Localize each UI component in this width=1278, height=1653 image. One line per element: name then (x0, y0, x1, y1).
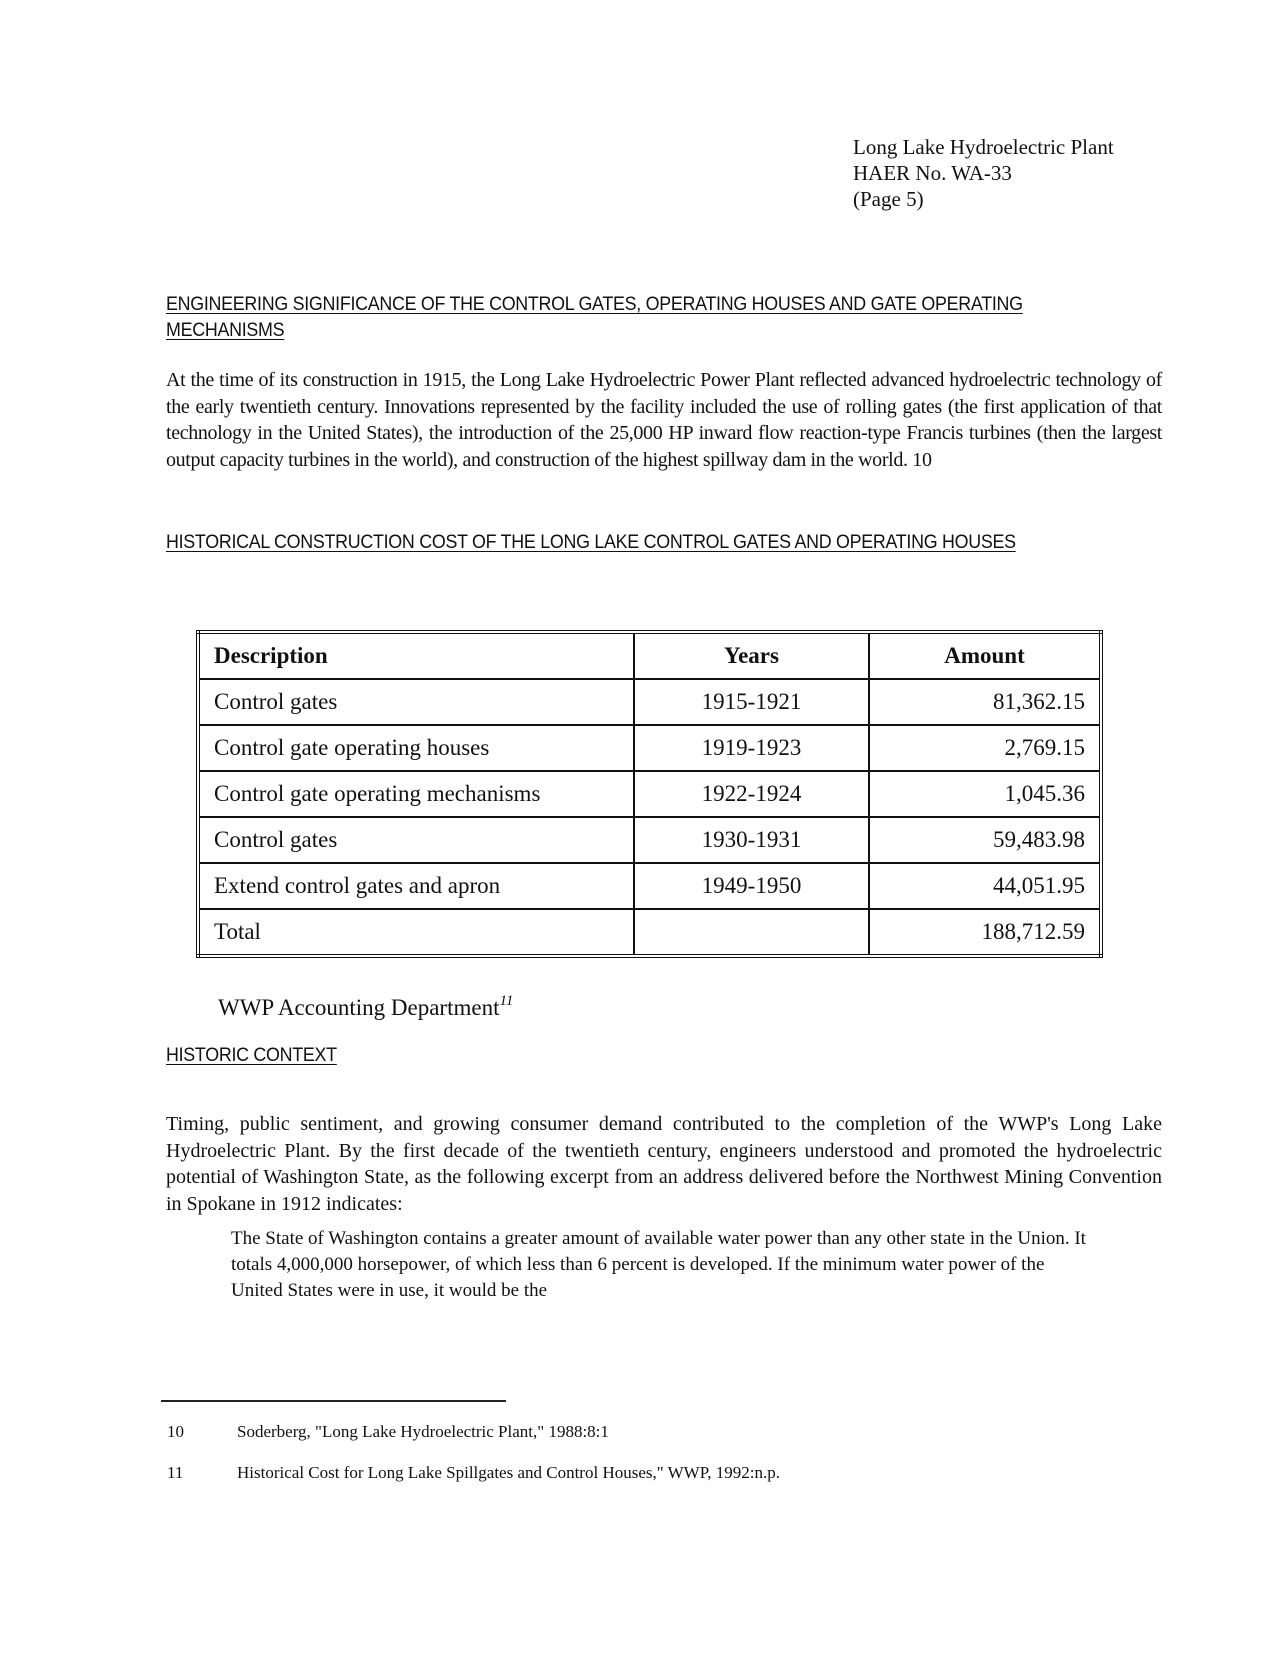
table-row (198, 771, 1101, 817)
footnote-number: 10 (167, 1422, 184, 1441)
engineering-significance-paragraph: At the time of its construction in 1915, the Long Lake Hydroelectric Power Plant reflected advanced hydroelectric technology of the early twentieth century. Innovations represented by the facility included the use of rolling gates (the first application of that technology in the United States), the introduction of the 25,000 HP inward flow reaction-type Francis turbines (then the largest output capacity turbines in the world), and construction of the highest spillway dam in the world. 10 (166, 369, 1162, 471)
cell-description: Control gate operating houses (198, 725, 634, 771)
column-header-years: Years (634, 632, 869, 679)
footnote-number: 11 (167, 1463, 184, 1482)
source-label: WWP Accounting Department (218, 995, 500, 1020)
block-quote: The State of Washington contains a greater amount of available water power than any other state in the Union. It totals 4,000,000 horsepower, of which less than 6 percent is developed. If the minimum water power of the United States were in use, it would be the (231, 1228, 1086, 1301)
footnote-10 (167, 1422, 609, 1442)
column-header-amount: Amount (869, 632, 1101, 679)
footnote-reference: 11 (499, 993, 514, 1009)
cell-description: Control gate operating mechanisms (198, 771, 634, 817)
cell-years (634, 909, 869, 956)
footnote-11 (167, 1463, 780, 1483)
construction-cost-heading: HISTORICAL CONSTRUCTION COST OF THE LONG LAKE CONTROL GATES AND OPERATING HOUSES (166, 532, 1016, 553)
engineering-significance-heading: ENGINEERING SIGNIFICANCE OF THE CONTROL GATES, OPERATING HOUSES AND GATE OPERATING MECHANISMS (166, 294, 1023, 341)
cell-description: Control gates (198, 679, 634, 725)
document-header (853, 134, 1114, 212)
cell-description: Control gates (198, 817, 634, 863)
cell-amount: 59,483.98 (869, 817, 1101, 863)
cell-amount: 81,362.15 (869, 679, 1101, 725)
table-row (198, 863, 1101, 909)
table-row (198, 725, 1101, 771)
cell-years: 1930-1931 (634, 817, 869, 863)
document-title: Long Lake Hydroelectric Plant (853, 135, 1114, 159)
page-number: (Page 5) (853, 187, 924, 211)
cell-total-label: Total (198, 909, 634, 956)
cell-years: 1949-1950 (634, 863, 869, 909)
table-row (198, 679, 1101, 725)
cell-amount: 44,051.95 (869, 863, 1101, 909)
table-total-row (198, 909, 1101, 956)
cell-amount: 1,045.36 (869, 771, 1101, 817)
column-header-description: Description (198, 632, 634, 679)
footnote-divider (161, 1400, 506, 1402)
cell-total-amount: 188,712.59 (869, 909, 1101, 956)
cell-description: Extend control gates and apron (198, 863, 634, 909)
construction-cost-table (196, 630, 1103, 958)
cell-years: 1915-1921 (634, 679, 869, 725)
footnote-text: Soderberg, "Long Lake Hydroelectric Plant," 1988:8:1 (237, 1422, 609, 1441)
cell-years: 1922-1924 (634, 771, 869, 817)
table-source (218, 993, 513, 1021)
table-header-row (198, 632, 1101, 679)
historic-context-heading: HISTORIC CONTEXT (166, 1045, 337, 1066)
footnote-text: Historical Cost for Long Lake Spillgates and Control Houses," WWP, 1992:n.p. (237, 1463, 781, 1482)
cell-years: 1919-1923 (634, 725, 869, 771)
historic-context-paragraph: Timing, public sentiment, and growing consumer demand contributed to the completion of the WWP's Long Lake Hydroelectric Plant. By the first decade of the twentieth century, engineers understood and promoted the hydroelectric potential of Washington State, as the following excerpt from an address delivered before the Northwest Mining Convention in Spokane in 1912 indicates: (166, 1113, 1162, 1215)
haer-number: HAER No. WA-33 (853, 161, 1012, 185)
cell-amount: 2,769.15 (869, 725, 1101, 771)
table-row (198, 817, 1101, 863)
